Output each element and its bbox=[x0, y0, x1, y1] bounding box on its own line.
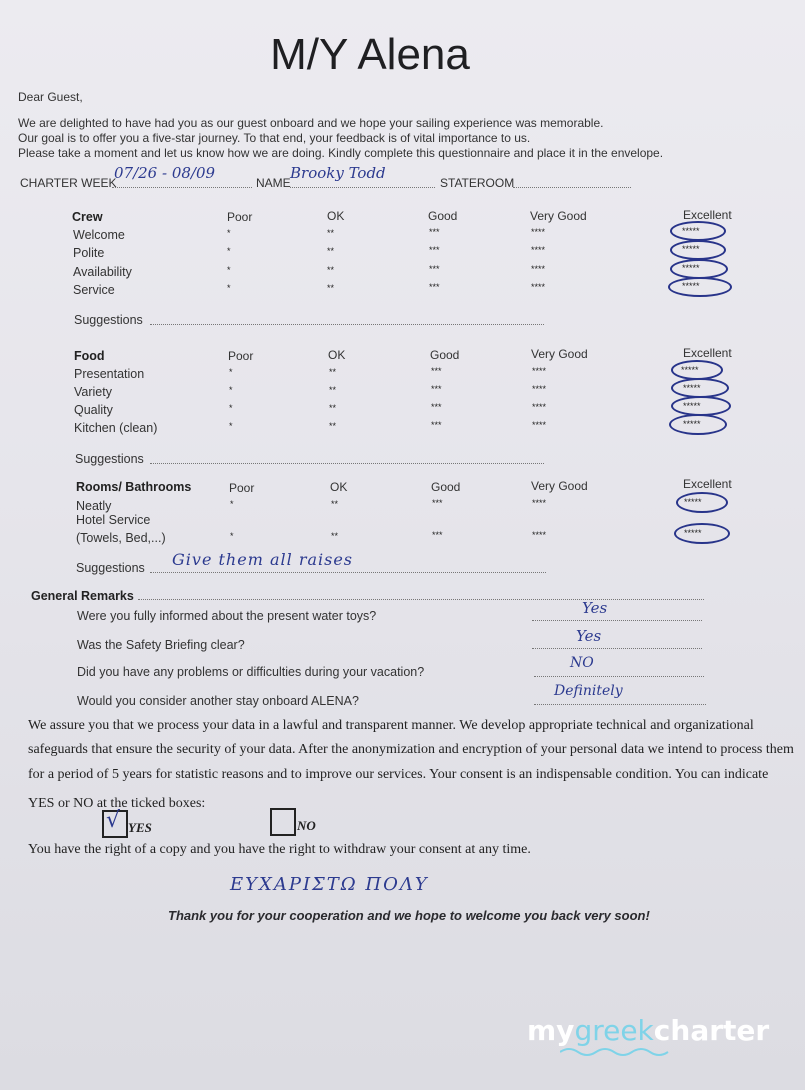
crew-row-availability: Availability bbox=[73, 265, 132, 279]
food-presentation-excellent[interactable]: ***** bbox=[681, 365, 699, 375]
food-kitchen-very-good[interactable]: **** bbox=[532, 420, 547, 430]
general-answer-line-3 bbox=[534, 676, 704, 677]
rooms-section-title: Rooms/ Bathrooms bbox=[76, 480, 192, 494]
name-label: NAME bbox=[256, 176, 291, 190]
crew-availability-good[interactable]: *** bbox=[429, 264, 440, 274]
crew-col-very-good: Very Good bbox=[530, 209, 587, 223]
watermark-greek: greek bbox=[574, 1014, 654, 1047]
crew-suggestions-label: Suggestions bbox=[74, 313, 143, 327]
crew-col-excellent: Excellent bbox=[683, 208, 732, 222]
consent-yes-label: YES bbox=[128, 820, 152, 835]
crew-welcome-excellent[interactable]: ***** bbox=[682, 226, 700, 236]
consent-no-checkbox[interactable] bbox=[270, 808, 296, 836]
general-answer-line-4 bbox=[534, 704, 706, 705]
rooms-neatly-good[interactable]: *** bbox=[432, 498, 443, 508]
rooms-hotel-good[interactable]: *** bbox=[432, 530, 443, 540]
crew-suggestions-line[interactable] bbox=[150, 324, 544, 325]
rooms-neatly-ok[interactable]: ** bbox=[331, 499, 339, 509]
crew-col-good: Good bbox=[428, 209, 458, 223]
food-row-presentation: Presentation bbox=[74, 367, 145, 381]
crew-polite-very-good[interactable]: **** bbox=[531, 245, 546, 255]
food-variety-circle bbox=[671, 378, 729, 398]
watermark-charter: charter bbox=[653, 1014, 770, 1047]
consent-no-label: NO bbox=[297, 818, 316, 833]
crew-row-welcome: Welcome bbox=[73, 228, 125, 242]
food-quality-poor[interactable]: * bbox=[229, 403, 233, 413]
food-kitchen-ok[interactable]: ** bbox=[329, 421, 337, 431]
document-title: M/Y Alena bbox=[270, 30, 470, 79]
food-kitchen-circle bbox=[669, 414, 727, 435]
watermark-wave-icon bbox=[560, 1046, 670, 1058]
general-answer-2[interactable]: Yes bbox=[576, 627, 602, 645]
privacy-line-2: safeguards that ensure the security of your data. After the anonymization and encryption of your personal data we intend to process them bbox=[28, 742, 794, 757]
food-col-ok: OK bbox=[328, 348, 346, 362]
crew-availability-circle bbox=[670, 259, 728, 279]
rooms-hotel-circle bbox=[674, 523, 730, 544]
food-col-excellent: Excellent bbox=[683, 346, 732, 360]
crew-polite-excellent[interactable]: ***** bbox=[682, 244, 700, 254]
rooms-neatly-very-good[interactable]: **** bbox=[532, 498, 547, 508]
general-remarks-title: General Remarks bbox=[31, 589, 134, 603]
rooms-col-ok: OK bbox=[330, 480, 348, 494]
privacy-line-1: We assure you that we process your data in a lawful and transparent manner. We develop appropriate technical and organizational bbox=[28, 718, 754, 733]
rooms-col-poor: Poor bbox=[229, 481, 255, 495]
rights-text: You have the right of a copy and you have the right to withdraw your consent at any time. bbox=[28, 842, 531, 857]
charter-week-line bbox=[112, 187, 252, 188]
rooms-row-hotel-service: Hotel Service bbox=[76, 513, 151, 527]
intro-line-3: Please take a moment and let us know how we are doing. Kindly complete this questionnaire and place it in the envelope. bbox=[18, 146, 664, 160]
food-quality-good[interactable]: *** bbox=[431, 402, 442, 412]
crew-availability-very-good[interactable]: **** bbox=[531, 264, 546, 274]
rooms-col-very-good: Very Good bbox=[531, 479, 588, 493]
crew-service-good[interactable]: *** bbox=[429, 282, 440, 292]
crew-availability-excellent[interactable]: ***** bbox=[682, 263, 700, 273]
crew-service-very-good[interactable]: **** bbox=[531, 282, 546, 292]
food-variety-poor[interactable]: * bbox=[229, 385, 233, 395]
crew-polite-circle bbox=[670, 240, 726, 260]
rooms-neatly-poor[interactable]: * bbox=[230, 499, 234, 509]
charter-week-label: CHARTER WEEK bbox=[20, 176, 117, 190]
rooms-hotel-poor[interactable]: * bbox=[230, 531, 234, 541]
greeting: Dear Guest, bbox=[18, 90, 83, 104]
general-question-2: Was the Safety Briefing clear? bbox=[77, 638, 245, 652]
crew-welcome-very-good[interactable]: **** bbox=[531, 227, 546, 237]
crew-availability-poor[interactable]: * bbox=[227, 265, 231, 275]
food-quality-circle bbox=[671, 396, 731, 416]
rooms-hotel-excellent[interactable]: ***** bbox=[684, 528, 702, 538]
general-answer-line-1 bbox=[532, 620, 702, 621]
food-kitchen-excellent[interactable]: ***** bbox=[683, 419, 701, 429]
food-suggestions-label: Suggestions bbox=[75, 452, 144, 466]
charter-week-value[interactable]: 07/26 - 08/09 bbox=[114, 164, 216, 182]
rooms-hotel-very-good[interactable]: **** bbox=[532, 530, 547, 540]
food-row-kitchen: Kitchen (clean) bbox=[74, 421, 158, 435]
crew-service-excellent[interactable]: ***** bbox=[682, 281, 700, 291]
food-kitchen-poor[interactable]: * bbox=[229, 421, 233, 431]
crew-row-service: Service bbox=[73, 283, 115, 297]
watermark-my: my bbox=[527, 1014, 575, 1047]
crew-service-ok[interactable]: ** bbox=[327, 283, 335, 293]
rooms-suggestions-value[interactable]: Give them all raises bbox=[172, 550, 354, 569]
rooms-suggestions-line[interactable] bbox=[150, 572, 546, 573]
name-line bbox=[290, 187, 435, 188]
general-answer-1[interactable]: Yes bbox=[582, 599, 608, 617]
crew-welcome-good[interactable]: *** bbox=[429, 227, 440, 237]
general-answer-3[interactable]: NO bbox=[570, 655, 594, 671]
general-question-4: Would you consider another stay onboard ALENA? bbox=[77, 694, 359, 708]
food-presentation-ok[interactable]: ** bbox=[329, 367, 337, 377]
crew-availability-ok[interactable]: ** bbox=[327, 265, 335, 275]
food-presentation-good[interactable]: *** bbox=[431, 366, 442, 376]
stateroom-line bbox=[513, 187, 631, 188]
consent-yes-checkmark: √ bbox=[106, 808, 121, 833]
crew-col-poor: Poor bbox=[227, 210, 253, 224]
general-question-3: Did you have any problems or difficulties during your vacation? bbox=[77, 665, 425, 679]
intro-line-2: Our goal is to offer you a five-star journey. To that end, your feedback is of vital importance to us. bbox=[18, 131, 531, 145]
crew-polite-good[interactable]: *** bbox=[429, 245, 440, 255]
general-answer-4[interactable]: Definitely bbox=[554, 683, 623, 699]
stateroom-label: STATEROOM bbox=[440, 176, 515, 190]
food-quality-excellent[interactable]: ***** bbox=[683, 401, 701, 411]
food-section-title: Food bbox=[74, 349, 105, 363]
rooms-col-excellent: Excellent bbox=[683, 477, 732, 491]
general-remarks-line bbox=[138, 599, 704, 600]
crew-row-polite: Polite bbox=[73, 246, 105, 260]
rooms-suggestions-label: Suggestions bbox=[76, 561, 145, 575]
intro-line-1: We are delighted to have had you as our guest onboard and we hope your sailing experience was memorable. bbox=[18, 116, 604, 130]
rooms-neatly-excellent[interactable]: ***** bbox=[684, 497, 702, 507]
food-col-good: Good bbox=[430, 348, 460, 362]
food-variety-good[interactable]: *** bbox=[431, 384, 442, 394]
crew-polite-poor[interactable]: * bbox=[227, 246, 231, 256]
food-row-variety: Variety bbox=[74, 385, 112, 399]
rooms-row-neatly: Neatly bbox=[76, 499, 112, 513]
crew-col-ok: OK bbox=[327, 209, 345, 223]
crew-service-poor[interactable]: * bbox=[227, 283, 231, 293]
handwritten-note: ΕΥΧΑΡΙΣΤΩ ΠΟΛΥ bbox=[230, 874, 429, 895]
crew-welcome-ok[interactable]: ** bbox=[327, 228, 335, 238]
crew-welcome-circle bbox=[670, 221, 726, 241]
crew-section-title: Crew bbox=[72, 210, 103, 224]
rooms-row-towels-bed: (Towels, Bed,...) bbox=[76, 531, 166, 545]
privacy-line-3: for a period of 5 years for statistic reasons and to improve our services. Your consent is an indispensable condition. You can indicate bbox=[28, 767, 769, 782]
crew-service-circle bbox=[668, 277, 732, 297]
privacy-line-4: YES or NO at the ticked boxes: bbox=[28, 796, 206, 811]
food-variety-very-good[interactable]: **** bbox=[532, 384, 547, 394]
crew-welcome-poor[interactable]: * bbox=[227, 228, 231, 238]
crew-polite-ok[interactable]: ** bbox=[327, 246, 335, 256]
food-col-very-good: Very Good bbox=[531, 347, 588, 361]
watermark-logo bbox=[527, 1014, 769, 1047]
food-row-quality: Quality bbox=[74, 403, 113, 417]
food-col-poor: Poor bbox=[228, 349, 254, 363]
food-presentation-very-good[interactable]: **** bbox=[532, 366, 547, 376]
food-variety-ok[interactable]: ** bbox=[329, 385, 337, 395]
general-answer-line-2 bbox=[532, 648, 702, 649]
name-value[interactable]: Brooky Todd bbox=[290, 164, 386, 182]
food-presentation-circle bbox=[671, 360, 723, 380]
food-variety-excellent[interactable]: ***** bbox=[683, 383, 701, 393]
general-question-1: Were you fully informed about the present water toys? bbox=[77, 609, 377, 623]
food-presentation-poor[interactable]: * bbox=[229, 367, 233, 377]
food-suggestions-line[interactable] bbox=[150, 463, 544, 464]
food-kitchen-good[interactable]: *** bbox=[431, 420, 442, 430]
food-quality-very-good[interactable]: **** bbox=[532, 402, 547, 412]
rooms-hotel-ok[interactable]: ** bbox=[331, 531, 339, 541]
rooms-col-good: Good bbox=[431, 480, 461, 494]
food-quality-ok[interactable]: ** bbox=[329, 403, 337, 413]
rooms-neatly-circle bbox=[676, 492, 728, 513]
thank-you-text: Thank you for your cooperation and we hope to welcome you back very soon! bbox=[168, 908, 650, 923]
